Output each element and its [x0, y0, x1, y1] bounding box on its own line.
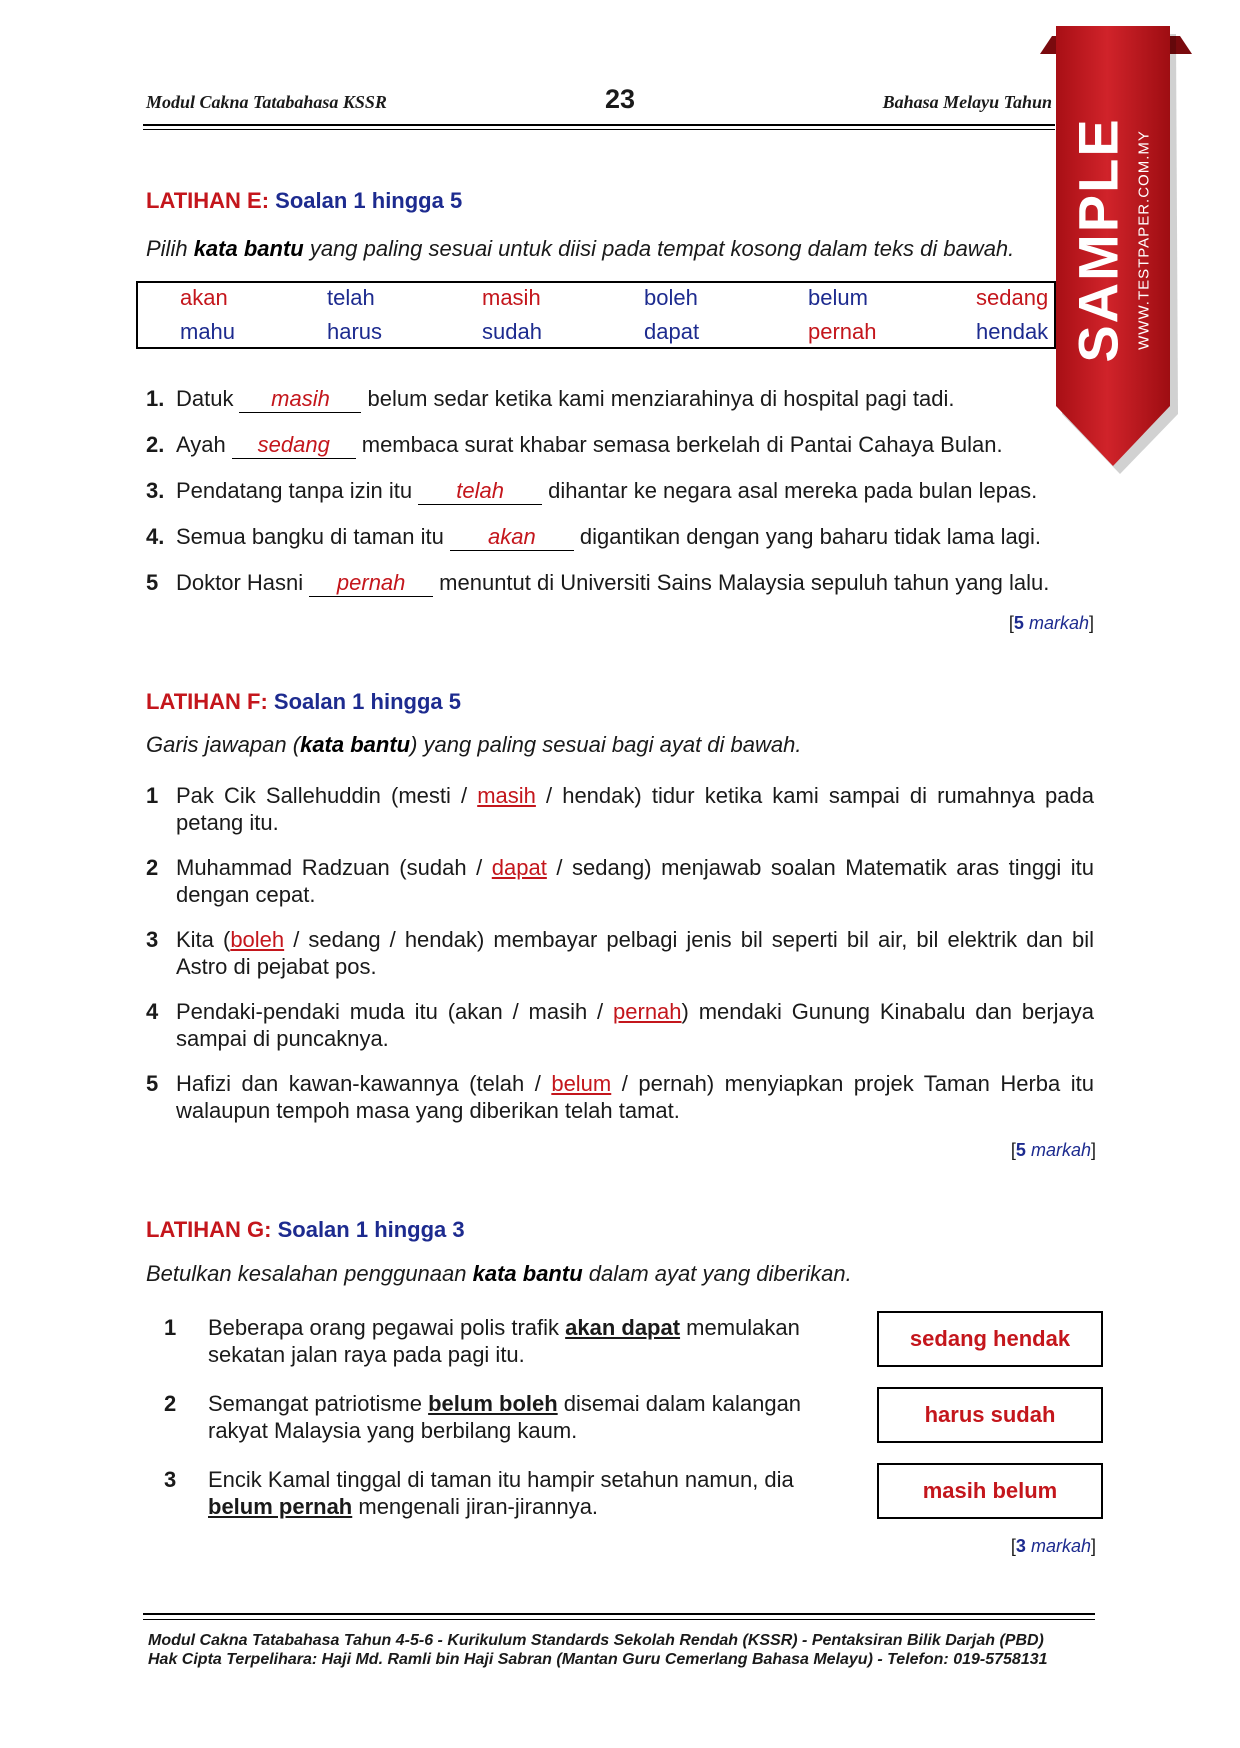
question-text: membaca surat khabar semasa berkelah di Pantai Cahaya Bulan.	[361, 432, 1003, 457]
instr-bold: kata bantu	[193, 236, 304, 261]
word-bank-item: sudah	[482, 319, 542, 344]
footer-line: Modul Cakna Tatabahasa Tahun 4-5-6 - Kurikulum Standards Sekolah Rendah (KSSR) - Pentaksiran Bilik Darjah (PBD)	[148, 1632, 1044, 1649]
question-item	[146, 998, 1094, 1052]
question-text: Semangat patriotisme	[208, 1391, 429, 1416]
question-item	[164, 1314, 844, 1368]
footer-line: Hak Cipta Terpelihara: Haji Md. Ramli bin Haji Sabran (Mantan Guru Cemerlang Bahasa Melayu) - Telefon: 019-5758131	[148, 1651, 1048, 1668]
question-item	[164, 1466, 844, 1520]
instr-text: ) yang paling sesuai bagi ayat di bawah.	[410, 732, 802, 757]
marks-text: markah	[1030, 1140, 1091, 1160]
error-phrase: belum boleh	[428, 1391, 558, 1416]
underlined-answer: belum	[551, 1071, 612, 1096]
sample-ribbon	[1040, 26, 1192, 478]
word-bank-item: dapat	[644, 319, 700, 344]
question-text: Ayah	[176, 432, 226, 457]
word-bank-item: boleh	[644, 285, 698, 310]
question-text: Beberapa orang pegawai polis trafik	[208, 1315, 566, 1340]
ribbon-url-text: WWW.TESTPAPER.COM.MY	[1135, 130, 1153, 350]
answer-blank: masih	[239, 386, 361, 413]
instr-text: yang paling sesuai untuk diisi pada tempat kosong dalam teks di bawah.	[303, 236, 1015, 261]
marks-label: [3 markah]	[1010, 1536, 1096, 1556]
question-item	[146, 524, 1041, 551]
underlined-answer: boleh	[230, 927, 285, 952]
section-f-label: LATIHAN F:	[146, 689, 268, 714]
marks-value: 5	[1013, 613, 1024, 633]
page-number: 23	[605, 84, 636, 114]
word-bank-item: akan	[180, 285, 228, 310]
question-text: Semua bangku di taman itu	[176, 524, 444, 549]
question-text: dihantar ke negara asal mereka pada bulan lepas.	[548, 478, 1038, 503]
marks-value: 3	[1015, 1536, 1026, 1556]
question-number: 5	[146, 570, 159, 595]
underlined-answer: pernah	[613, 999, 682, 1024]
word-bank-item: sedang	[976, 285, 1049, 310]
section-e-instructions	[146, 236, 1014, 262]
question-number: 1	[146, 783, 159, 808]
section-e-range: Soalan 1 hingga 5	[275, 188, 463, 213]
question-text: Pendatang tanpa izin itu	[176, 478, 413, 503]
instr-text: Pilih	[146, 236, 194, 261]
answer-box: masih belum	[877, 1463, 1103, 1519]
question-number: 1.	[146, 386, 165, 411]
instr-text: dalam ayat yang diberikan.	[582, 1261, 852, 1286]
question-number: 4	[146, 999, 159, 1024]
error-phrase: akan dapat	[565, 1315, 681, 1340]
question-number: 2	[146, 855, 159, 880]
question-text: Datuk	[176, 386, 234, 411]
question-text: Kita (	[176, 927, 231, 952]
question-number: 2.	[146, 432, 165, 457]
instr-bold: kata bantu	[472, 1261, 583, 1286]
question-text: digantikan dengan yang baharu tidak lama lagi.	[579, 524, 1041, 549]
answer-blank: akan	[450, 524, 574, 551]
question-text: mengenali jiran-jirannya.	[352, 1494, 599, 1519]
question-number: 2	[164, 1391, 177, 1416]
question-number: 5	[146, 1071, 159, 1096]
question-text: / sedang) menjawab soalan Matematik aras tinggi itu dengan cepat.	[176, 855, 1094, 907]
header-rule-thin	[143, 129, 1055, 130]
question-text: / sedang / hendak) membayar pelbagi jenis bil seperti bil air, bil elektrik dan bil Astro di pejabat pos.	[176, 927, 1094, 979]
question-text: / pernah) menyiapkan projek Taman Herba itu walaupun tempoh masa yang diberikan telah tamat.	[176, 1071, 1094, 1123]
underlined-answer: dapat	[491, 855, 547, 880]
section-e-label: LATIHAN E:	[146, 188, 270, 213]
question-item	[146, 782, 1094, 836]
word-bank-item: harus	[327, 319, 383, 344]
question-item	[146, 478, 1037, 505]
section-f-title	[146, 689, 461, 715]
footer	[148, 1631, 1088, 1669]
question-number: 3	[146, 927, 159, 952]
section-g-range: Soalan 1 hingga 3	[277, 1217, 465, 1242]
ribbon-sample-text: SAMPLE	[1066, 117, 1130, 363]
question-text: Hafizi dan kawan-kawannya (telah /	[176, 1071, 552, 1096]
question-text: Pendaki-pendaki muda itu (akan / masih /	[176, 999, 614, 1024]
answer-blank: pernah	[309, 570, 433, 597]
word-bank-item: mahu	[180, 319, 236, 344]
question-text: ) mendaki Gunung Kinabalu dan berjaya sampai di puncaknya.	[176, 999, 1095, 1051]
question-text: Encik Kamal tinggal di taman itu hampir setahun namun, dia	[208, 1467, 794, 1492]
question-item	[146, 432, 1003, 459]
word-bank-item: hendak	[976, 319, 1049, 344]
question-text: menuntut di Universiti Sains Malaysia sepuluh tahun yang lalu.	[439, 570, 1050, 595]
question-item	[146, 1070, 1094, 1124]
word-bank-item: belum	[808, 285, 868, 310]
question-item	[146, 570, 1049, 597]
word-bank-item: masih	[482, 285, 541, 310]
question-number: 1	[164, 1315, 177, 1340]
section-f-range: Soalan 1 hingga 5	[273, 689, 461, 714]
question-text: Pak Cik Sallehuddin (mesti /	[176, 783, 478, 808]
answer-box: harus sudah	[877, 1387, 1103, 1443]
underlined-answer: masih	[477, 783, 536, 808]
marks-label: [5 markah]	[1008, 613, 1094, 633]
question-text: / hendak) tidur ketika kami sampai di rumahnya pada petang itu.	[176, 783, 1094, 835]
question-text: Doktor Hasni	[176, 570, 304, 595]
footer-rule-thin	[143, 1619, 1095, 1620]
section-g-instructions	[146, 1261, 852, 1287]
question-text: memulakan sekatan jalan raya pada pagi itu.	[208, 1315, 800, 1367]
header-rule	[143, 124, 1055, 126]
answer-blank: telah	[418, 478, 542, 505]
instr-text: Garis jawapan (	[146, 732, 301, 757]
word-bank	[136, 281, 1056, 349]
question-item	[164, 1390, 844, 1444]
word-bank-item: telah	[327, 285, 375, 310]
question-text: belum sedar ketika kami menziarahinya di hospital pagi tadi.	[367, 386, 955, 411]
error-phrase: belum pernah	[208, 1494, 353, 1519]
section-g-title	[146, 1217, 465, 1243]
marks-text: markah	[1028, 613, 1089, 633]
header-left: Modul Cakna Tatabahasa KSSR	[146, 92, 387, 112]
answer-box: sedang hendak	[877, 1311, 1103, 1367]
question-number: 4.	[146, 524, 165, 549]
footer-rule	[143, 1613, 1095, 1615]
section-f-instructions	[146, 732, 801, 758]
instr-bold: kata bantu	[300, 732, 411, 757]
section-g-label: LATIHAN G:	[146, 1217, 272, 1242]
question-item	[146, 386, 954, 413]
marks-value: 5	[1015, 1140, 1026, 1160]
question-item	[146, 926, 1094, 980]
answer-blank: sedang	[232, 432, 356, 459]
question-number: 3.	[146, 478, 165, 503]
marks-label: [5 markah]	[1010, 1140, 1096, 1160]
section-e-title	[146, 188, 462, 214]
question-text: disemai dalam kalangan rakyat Malaysia yang berbilang kaum.	[208, 1391, 802, 1443]
header-right: Bahasa Melayu Tahun	[882, 92, 1052, 112]
instr-text: Betulkan kesalahan penggunaan	[146, 1261, 473, 1286]
question-item	[146, 854, 1094, 908]
marks-text: markah	[1030, 1536, 1091, 1556]
word-bank-item: pernah	[808, 319, 877, 344]
question-number: 3	[164, 1467, 177, 1492]
question-text: Muhammad Radzuan (sudah /	[176, 855, 492, 880]
